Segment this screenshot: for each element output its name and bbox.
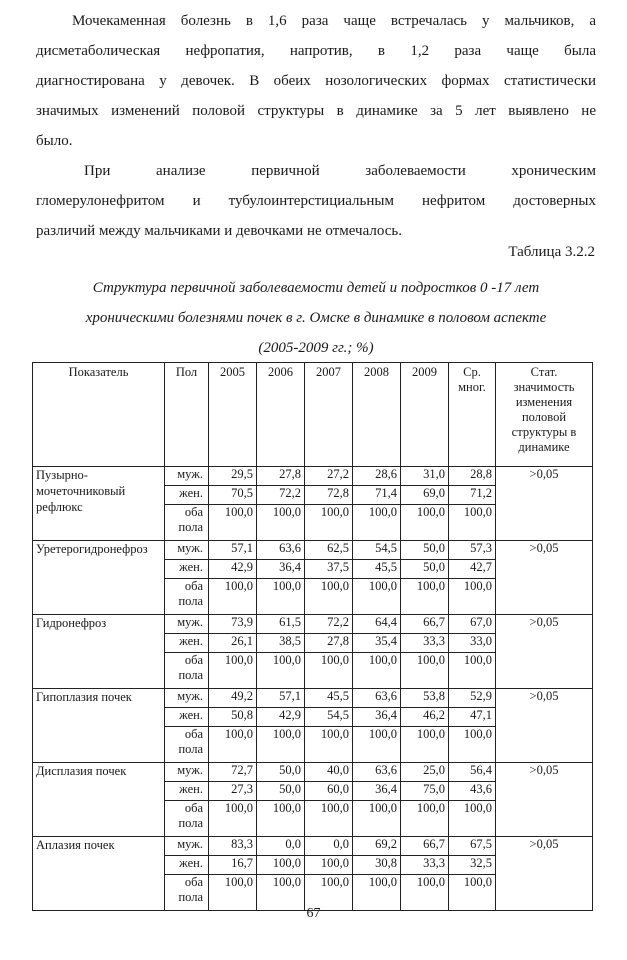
value-cell: 45,5: [353, 560, 401, 579]
value-cell: 46,2: [401, 708, 449, 727]
table-caption-line: Структура первичной заболеваемости детей и подростков 0 -17 лет: [92, 280, 540, 296]
significance-cell: >0,05: [496, 467, 593, 541]
value-cell: 100,0: [305, 505, 353, 541]
sex-cell: муж.: [165, 837, 209, 856]
value-cell: 75,0: [401, 782, 449, 801]
paragraph-1-line: дисметаболическая нефропатия, напротив, в 1,2 раза чаще была: [36, 43, 596, 59]
value-cell: 56,4: [449, 763, 496, 782]
value-cell: 43,6: [449, 782, 496, 801]
value-cell: 42,9: [209, 560, 257, 579]
indicator-cell: Дисплазия почек: [33, 763, 165, 837]
sex-cell: оба пола: [165, 801, 209, 837]
value-cell: 45,5: [305, 689, 353, 708]
table-row: [33, 837, 593, 856]
value-cell: 61,5: [257, 615, 305, 634]
value-cell: 100,0: [401, 727, 449, 763]
value-cell: 100,0: [305, 856, 353, 875]
value-cell: 50,0: [401, 541, 449, 560]
value-cell: 100,0: [353, 875, 401, 911]
value-cell: 57,3: [449, 541, 496, 560]
header-average: Ср. мног.: [449, 363, 496, 467]
value-cell: 36,4: [257, 560, 305, 579]
value-cell: 63,6: [257, 541, 305, 560]
value-cell: 69,0: [401, 486, 449, 505]
value-cell: 100,0: [401, 875, 449, 911]
value-cell: 100,0: [401, 579, 449, 615]
table-row: [33, 467, 593, 486]
value-cell: 100,0: [305, 653, 353, 689]
value-cell: 27,8: [257, 467, 305, 486]
paragraph-1-line: Мочекаменная болезнь в 1,6 раза чаще встречалась у мальчиков, а: [72, 13, 596, 29]
value-cell: 36,4: [353, 708, 401, 727]
value-cell: 37,5: [305, 560, 353, 579]
sex-cell: муж.: [165, 689, 209, 708]
sex-cell: оба пола: [165, 875, 209, 911]
page-number: 67: [306, 906, 321, 921]
value-cell: 62,5: [305, 541, 353, 560]
indicator-cell: Гидронефроз: [33, 615, 165, 689]
value-cell: 100,0: [401, 505, 449, 541]
table-caption-line: хроническими болезнями почек в г. Омске в динамике в половом аспекте: [85, 310, 547, 326]
value-cell: 100,0: [257, 653, 305, 689]
value-cell: 100,0: [209, 875, 257, 911]
value-cell: 72,7: [209, 763, 257, 782]
value-cell: 47,1: [449, 708, 496, 727]
value-cell: 57,1: [209, 541, 257, 560]
value-cell: 35,4: [353, 634, 401, 653]
value-cell: 100,0: [449, 875, 496, 911]
value-cell: 100,0: [305, 801, 353, 837]
sex-cell: жен.: [165, 856, 209, 875]
sex-cell: муж.: [165, 763, 209, 782]
value-cell: 36,4: [353, 782, 401, 801]
value-cell: 30,8: [353, 856, 401, 875]
sex-cell: муж.: [165, 541, 209, 560]
value-cell: 32,5: [449, 856, 496, 875]
header-year: 2007: [305, 363, 353, 467]
value-cell: 100,0: [257, 856, 305, 875]
sex-cell: жен.: [165, 560, 209, 579]
significance-cell: >0,05: [496, 615, 593, 689]
value-cell: 53,8: [401, 689, 449, 708]
value-cell: 100,0: [257, 801, 305, 837]
header-year: 2005: [209, 363, 257, 467]
table-row: [33, 541, 593, 560]
value-cell: 100,0: [449, 579, 496, 615]
value-cell: 50,0: [257, 782, 305, 801]
value-cell: 40,0: [305, 763, 353, 782]
table-label: Таблица 3.2.2: [508, 244, 595, 260]
value-cell: 42,9: [257, 708, 305, 727]
value-cell: 54,5: [353, 541, 401, 560]
value-cell: 50,0: [257, 763, 305, 782]
value-cell: 54,5: [305, 708, 353, 727]
value-cell: 26,1: [209, 634, 257, 653]
value-cell: 100,0: [401, 653, 449, 689]
value-cell: 27,3: [209, 782, 257, 801]
value-cell: 100,0: [305, 727, 353, 763]
paragraph-1: [36, 6, 596, 156]
value-cell: 100,0: [353, 801, 401, 837]
value-cell: 83,3: [209, 837, 257, 856]
value-cell: 33,3: [401, 634, 449, 653]
value-cell: 49,2: [209, 689, 257, 708]
value-cell: 33,3: [401, 856, 449, 875]
sex-cell: жен.: [165, 708, 209, 727]
data-table: [32, 362, 593, 911]
value-cell: 64,4: [353, 615, 401, 634]
paragraph-2-line: различий между мальчиками и девочками не отмечалось.: [36, 223, 402, 239]
value-cell: 100,0: [257, 727, 305, 763]
sex-cell: оба пола: [165, 505, 209, 541]
value-cell: 100,0: [353, 505, 401, 541]
sex-cell: оба пола: [165, 653, 209, 689]
value-cell: 72,2: [305, 615, 353, 634]
table-body: [33, 467, 593, 911]
value-cell: 16,7: [209, 856, 257, 875]
sex-cell: жен.: [165, 634, 209, 653]
table-row: [33, 689, 593, 708]
paragraph-2-line: гломерулонефритом и тубулоинтерстициальным нефритом достоверных: [36, 193, 596, 209]
value-cell: 100,0: [257, 875, 305, 911]
value-cell: 100,0: [449, 653, 496, 689]
value-cell: 100,0: [305, 875, 353, 911]
sex-cell: оба пола: [165, 579, 209, 615]
header-significance: Стат. значимость изменения половой структуры в динамике: [496, 363, 593, 467]
significance-cell: >0,05: [496, 689, 593, 763]
value-cell: 38,5: [257, 634, 305, 653]
value-cell: 60,0: [305, 782, 353, 801]
value-cell: 100,0: [401, 801, 449, 837]
value-cell: 100,0: [257, 505, 305, 541]
value-cell: 100,0: [353, 653, 401, 689]
sex-cell: муж.: [165, 615, 209, 634]
value-cell: 28,6: [353, 467, 401, 486]
value-cell: 0,0: [305, 837, 353, 856]
sex-cell: оба пола: [165, 727, 209, 763]
value-cell: 33,0: [449, 634, 496, 653]
value-cell: 100,0: [209, 653, 257, 689]
indicator-cell: Гипоплазия почек: [33, 689, 165, 763]
value-cell: 100,0: [209, 727, 257, 763]
value-cell: 100,0: [449, 727, 496, 763]
header-indicator: Показатель: [33, 363, 165, 467]
significance-cell: >0,05: [496, 541, 593, 615]
value-cell: 69,2: [353, 837, 401, 856]
significance-cell: >0,05: [496, 763, 593, 837]
header-sex: Пол: [165, 363, 209, 467]
value-cell: 100,0: [209, 801, 257, 837]
indicator-cell: Аплазия почек: [33, 837, 165, 911]
value-cell: 29,5: [209, 467, 257, 486]
value-cell: 50,0: [401, 560, 449, 579]
value-cell: 28,8: [449, 467, 496, 486]
value-cell: 52,9: [449, 689, 496, 708]
header-year: 2009: [401, 363, 449, 467]
table-row: [33, 615, 593, 634]
value-cell: 100,0: [257, 579, 305, 615]
value-cell: 0,0: [257, 837, 305, 856]
value-cell: 72,2: [257, 486, 305, 505]
value-cell: 66,7: [401, 837, 449, 856]
value-cell: 73,9: [209, 615, 257, 634]
value-cell: 71,4: [353, 486, 401, 505]
paragraph-2-line: При анализе первичной заболеваемости хроническим: [84, 163, 596, 179]
paragraph-1-line: диагностирована у девочек. В обеих нозологических формах статистически: [36, 73, 596, 89]
header-year: 2006: [257, 363, 305, 467]
sex-cell: жен.: [165, 486, 209, 505]
value-cell: 25,0: [401, 763, 449, 782]
paragraph-1-line: значимых изменений половой структуры в динамике за 5 лет выявлено не: [36, 103, 596, 119]
header-year: 2008: [353, 363, 401, 467]
indicator-cell: Пузырно-мочеточниковый рефлюкс: [33, 467, 165, 541]
value-cell: 67,0: [449, 615, 496, 634]
table-caption: [36, 273, 596, 363]
value-cell: 72,8: [305, 486, 353, 505]
value-cell: 100,0: [353, 727, 401, 763]
value-cell: 57,1: [257, 689, 305, 708]
paragraph-2: [36, 156, 596, 246]
value-cell: 27,2: [305, 467, 353, 486]
value-cell: 63,6: [353, 689, 401, 708]
value-cell: 100,0: [305, 579, 353, 615]
value-cell: 67,5: [449, 837, 496, 856]
value-cell: 100,0: [209, 505, 257, 541]
value-cell: 70,5: [209, 486, 257, 505]
value-cell: 100,0: [449, 801, 496, 837]
table-row: [33, 763, 593, 782]
sex-cell: муж.: [165, 467, 209, 486]
significance-cell: >0,05: [496, 837, 593, 911]
value-cell: 27,8: [305, 634, 353, 653]
indicator-cell: Уретерогидронефроз: [33, 541, 165, 615]
value-cell: 31,0: [401, 467, 449, 486]
sex-cell: жен.: [165, 782, 209, 801]
value-cell: 66,7: [401, 615, 449, 634]
value-cell: 100,0: [449, 505, 496, 541]
value-cell: 71,2: [449, 486, 496, 505]
value-cell: 100,0: [353, 579, 401, 615]
table-caption-line: (2005-2009 гг.; %): [258, 340, 374, 356]
value-cell: 50,8: [209, 708, 257, 727]
paragraph-1-line: было.: [36, 133, 73, 149]
value-cell: 42,7: [449, 560, 496, 579]
value-cell: 63,6: [353, 763, 401, 782]
value-cell: 100,0: [209, 579, 257, 615]
